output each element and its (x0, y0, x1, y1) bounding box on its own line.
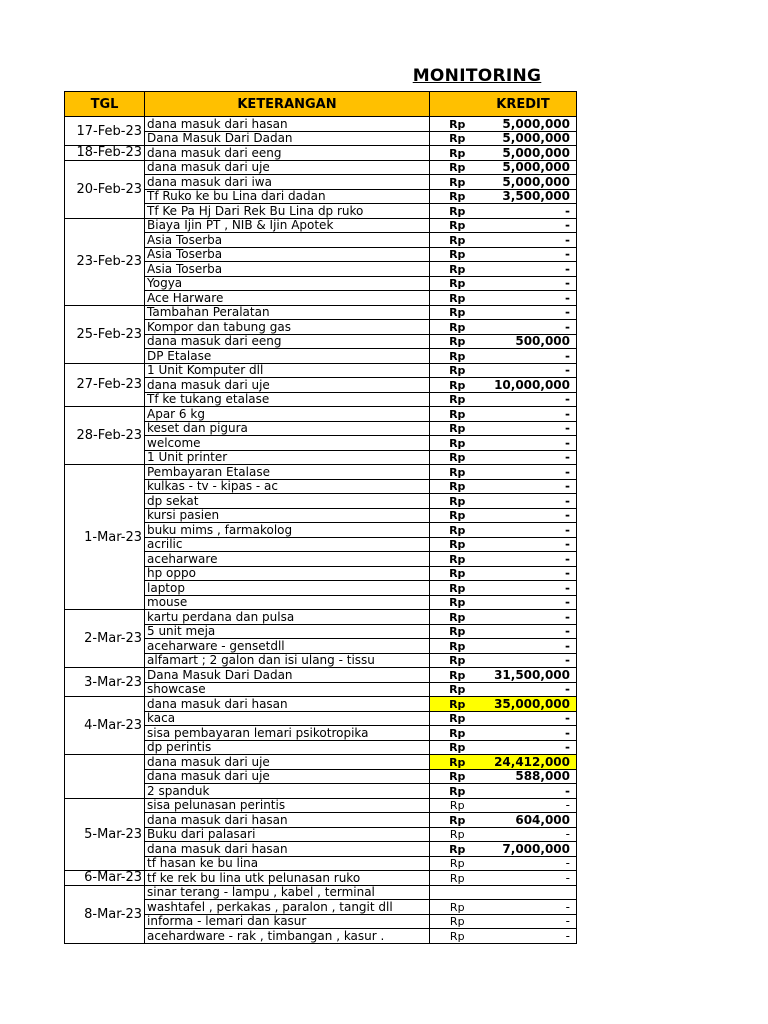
currency-cell: Rp (430, 291, 485, 306)
currency-cell: Rp (430, 436, 485, 451)
amount-cell: 35,000,000 (485, 697, 577, 712)
description-cell: alfamart ; 2 galon dan isi ulang - tissu (145, 653, 430, 668)
amount-cell: - (485, 639, 577, 654)
currency-cell: Rp (430, 175, 485, 190)
currency-cell: Rp (430, 160, 485, 175)
date-cell: 18-Feb-23 (65, 146, 145, 161)
amount-cell: 7,000,000 (485, 842, 577, 857)
currency-cell: Rp (430, 755, 485, 770)
currency-cell: Rp (430, 668, 485, 683)
amount-cell: - (485, 494, 577, 509)
currency-cell: Rp (430, 508, 485, 523)
date-cell: 3-Mar-23 (65, 668, 145, 697)
currency-cell: Rp (430, 827, 485, 842)
currency-cell: Rp (430, 682, 485, 697)
table-row (65, 697, 577, 712)
amount-cell: - (485, 798, 577, 813)
ledger-body (65, 117, 577, 944)
description-cell: 5 unit meja (145, 624, 430, 639)
amount-cell: 5,000,000 (485, 160, 577, 175)
table-row (65, 146, 577, 161)
amount-cell: - (485, 653, 577, 668)
currency-cell: Rp (430, 929, 485, 944)
amount-cell: - (485, 537, 577, 552)
currency-cell: Rp (430, 334, 485, 349)
amount-cell: - (485, 465, 577, 480)
header-row (65, 92, 577, 117)
currency-cell: Rp (430, 117, 485, 132)
date-cell: 2-Mar-23 (65, 610, 145, 668)
date-cell: 28-Feb-23 (65, 407, 145, 465)
amount-cell: - (485, 566, 577, 581)
amount-cell: - (485, 479, 577, 494)
currency-cell: Rp (430, 537, 485, 552)
description-cell: showcase (145, 682, 430, 697)
description-cell: Dana Masuk Dari Dadan (145, 131, 430, 146)
currency-cell: Rp (430, 813, 485, 828)
description-cell: Tf Ke Pa Hj Dari Rek Bu Lina dp ruko (145, 204, 430, 219)
amount-cell: - (485, 523, 577, 538)
currency-cell: Rp (430, 871, 485, 886)
description-cell: sinar terang - lampu , kabel , terminal (145, 885, 430, 900)
description-cell: dana masuk dari eeng (145, 334, 430, 349)
currency-cell: Rp (430, 465, 485, 480)
currency-cell: Rp (430, 218, 485, 233)
description-cell: dana masuk dari hasan (145, 813, 430, 828)
currency-cell: Rp (430, 624, 485, 639)
description-cell: washtafel , perkakas , paralon , tangit dll (145, 900, 430, 915)
description-cell: acrilic (145, 537, 430, 552)
currency-cell: Rp (430, 320, 485, 335)
amount-cell: - (485, 276, 577, 291)
currency-cell: Rp (430, 189, 485, 204)
amount-cell: 31,500,000 (485, 668, 577, 683)
currency-cell: Rp (430, 262, 485, 277)
currency-cell: Rp (430, 378, 485, 393)
description-cell: Tf Ruko ke bu Lina dari dadan (145, 189, 430, 204)
amount-cell: 5,000,000 (485, 146, 577, 161)
date-cell: 8-Mar-23 (65, 885, 145, 943)
description-cell: dp sekat (145, 494, 430, 509)
amount-cell: - (485, 262, 577, 277)
description-cell: dana masuk dari hasan (145, 697, 430, 712)
description-cell: Asia Toserba (145, 233, 430, 248)
date-cell: 27-Feb-23 (65, 363, 145, 407)
description-cell: dana masuk dari hasan (145, 842, 430, 857)
amount-cell: - (485, 827, 577, 842)
currency-cell: Rp (430, 392, 485, 407)
description-cell: aceharware (145, 552, 430, 567)
description-cell: Asia Toserba (145, 262, 430, 277)
amount-cell: 10,000,000 (485, 378, 577, 393)
currency-cell (430, 885, 485, 900)
description-cell: laptop (145, 581, 430, 596)
date-cell: 25-Feb-23 (65, 305, 145, 363)
description-cell: keset dan pigura (145, 421, 430, 436)
currency-cell: Rp (430, 146, 485, 161)
currency-cell: Rp (430, 769, 485, 784)
amount-cell: - (485, 450, 577, 465)
description-cell: kulkas - tv - kipas - ac (145, 479, 430, 494)
amount-cell: - (485, 856, 577, 871)
description-cell: Ace Harware (145, 291, 430, 306)
currency-cell: Rp (430, 407, 485, 422)
date-cell: 23-Feb-23 (65, 218, 145, 305)
amount-cell: - (485, 392, 577, 407)
table-row (65, 668, 577, 683)
table-row (65, 798, 577, 813)
date-cell: 1-Mar-23 (65, 465, 145, 610)
description-cell: dana masuk dari iwa (145, 175, 430, 190)
description-cell: kursi pasien (145, 508, 430, 523)
description-cell: Asia Toserba (145, 247, 430, 262)
date-cell: 17-Feb-23 (65, 117, 145, 146)
monitoring-table (64, 91, 577, 944)
amount-cell: 5,000,000 (485, 117, 577, 132)
header-kredit: KREDIT (430, 92, 577, 117)
table-row (65, 117, 577, 132)
description-cell: dana masuk dari uje (145, 378, 430, 393)
currency-cell: Rp (430, 740, 485, 755)
date-cell: 6-Mar-23 (65, 871, 145, 886)
header-tgl: TGL (65, 92, 145, 117)
amount-cell: 604,000 (485, 813, 577, 828)
description-cell: 1 Unit Komputer dll (145, 363, 430, 378)
amount-cell: 588,000 (485, 769, 577, 784)
date-cell: 5-Mar-23 (65, 798, 145, 871)
currency-cell: Rp (430, 552, 485, 567)
amount-cell: - (485, 726, 577, 741)
table-row (65, 160, 577, 175)
description-cell: buku mims , farmakolog (145, 523, 430, 538)
description-cell: dana masuk dari eeng (145, 146, 430, 161)
currency-cell: Rp (430, 233, 485, 248)
currency-cell: Rp (430, 842, 485, 857)
amount-cell: - (485, 407, 577, 422)
amount-cell: - (485, 929, 577, 944)
header-keterangan: KETERANGAN (145, 92, 430, 117)
amount-cell: 500,000 (485, 334, 577, 349)
currency-cell: Rp (430, 726, 485, 741)
currency-cell: Rp (430, 523, 485, 538)
table-row (65, 407, 577, 422)
description-cell: dana masuk dari uje (145, 769, 430, 784)
currency-cell: Rp (430, 639, 485, 654)
amount-cell: - (485, 305, 577, 320)
currency-cell: Rp (430, 784, 485, 799)
currency-cell: Rp (430, 305, 485, 320)
currency-cell: Rp (430, 566, 485, 581)
description-cell: Tf ke tukang etalase (145, 392, 430, 407)
currency-cell: Rp (430, 610, 485, 625)
date-cell (65, 755, 145, 799)
table-row (65, 218, 577, 233)
amount-cell: - (485, 552, 577, 567)
description-cell: dp perintis (145, 740, 430, 755)
table-row (65, 755, 577, 770)
currency-cell: Rp (430, 363, 485, 378)
amount-cell: - (485, 871, 577, 886)
currency-cell: Rp (430, 581, 485, 596)
page-title: MONITORING (412, 66, 542, 86)
amount-cell: - (485, 508, 577, 523)
description-cell: kaca (145, 711, 430, 726)
currency-cell: Rp (430, 421, 485, 436)
amount-cell: - (485, 682, 577, 697)
amount-cell (485, 885, 577, 900)
amount-cell: - (485, 784, 577, 799)
amount-cell: - (485, 436, 577, 451)
description-cell: Biaya Ijin PT , NIB & Ijin Apotek (145, 218, 430, 233)
table-row (65, 885, 577, 900)
amount-cell: - (485, 218, 577, 233)
description-cell: informa - lemari dan kasur (145, 914, 430, 929)
currency-cell: Rp (430, 479, 485, 494)
amount-cell: - (485, 581, 577, 596)
amount-cell: - (485, 421, 577, 436)
currency-cell: Rp (430, 349, 485, 364)
amount-cell: - (485, 291, 577, 306)
currency-cell: Rp (430, 595, 485, 610)
description-cell: Buku dari palasari (145, 827, 430, 842)
amount-cell: - (485, 247, 577, 262)
description-cell: Apar 6 kg (145, 407, 430, 422)
description-cell: welcome (145, 436, 430, 451)
description-cell: tf ke rek bu lina utk pelunasan ruko (145, 871, 430, 886)
description-cell: Pembayaran Etalase (145, 465, 430, 480)
description-cell: kartu perdana dan pulsa (145, 610, 430, 625)
currency-cell: Rp (430, 494, 485, 509)
date-cell: 20-Feb-23 (65, 160, 145, 218)
currency-cell: Rp (430, 247, 485, 262)
table-row (65, 610, 577, 625)
table-row (65, 871, 577, 886)
currency-cell: Rp (430, 276, 485, 291)
description-cell: Yogya (145, 276, 430, 291)
amount-cell: 24,412,000 (485, 755, 577, 770)
amount-cell: - (485, 740, 577, 755)
amount-cell: - (485, 363, 577, 378)
amount-cell: - (485, 610, 577, 625)
description-cell: dana masuk dari hasan (145, 117, 430, 132)
description-cell: Kompor dan tabung gas (145, 320, 430, 335)
description-cell: dana masuk dari uje (145, 160, 430, 175)
description-cell: sisa pelunasan perintis (145, 798, 430, 813)
amount-cell: - (485, 349, 577, 364)
currency-cell: Rp (430, 856, 485, 871)
description-cell: acehardware - rak , timbangan , kasur . (145, 929, 430, 944)
amount-cell: - (485, 320, 577, 335)
amount-cell: 5,000,000 (485, 175, 577, 190)
table-row (65, 465, 577, 480)
amount-cell: - (485, 914, 577, 929)
description-cell: aceharware - gensetdll (145, 639, 430, 654)
amount-cell: - (485, 204, 577, 219)
description-cell: mouse (145, 595, 430, 610)
amount-cell: - (485, 900, 577, 915)
currency-cell: Rp (430, 204, 485, 219)
currency-cell: Rp (430, 798, 485, 813)
amount-cell: 5,000,000 (485, 131, 577, 146)
currency-cell: Rp (430, 450, 485, 465)
description-cell: Dana Masuk Dari Dadan (145, 668, 430, 683)
description-cell: tf hasan ke bu lina (145, 856, 430, 871)
currency-cell: Rp (430, 653, 485, 668)
description-cell: Tambahan Peralatan (145, 305, 430, 320)
currency-cell: Rp (430, 914, 485, 929)
amount-cell: - (485, 233, 577, 248)
table-row (65, 363, 577, 378)
description-cell: DP Etalase (145, 349, 430, 364)
description-cell: sisa pembayaran lemari psikotropika (145, 726, 430, 741)
amount-cell: - (485, 624, 577, 639)
amount-cell: - (485, 595, 577, 610)
amount-cell: 3,500,000 (485, 189, 577, 204)
table-row (65, 305, 577, 320)
currency-cell: Rp (430, 900, 485, 915)
description-cell: 1 Unit printer (145, 450, 430, 465)
description-cell: dana masuk dari uje (145, 755, 430, 770)
description-cell: 2 spanduk (145, 784, 430, 799)
currency-cell: Rp (430, 711, 485, 726)
currency-cell: Rp (430, 131, 485, 146)
date-cell: 4-Mar-23 (65, 697, 145, 755)
currency-cell: Rp (430, 697, 485, 712)
description-cell: hp oppo (145, 566, 430, 581)
amount-cell: - (485, 711, 577, 726)
